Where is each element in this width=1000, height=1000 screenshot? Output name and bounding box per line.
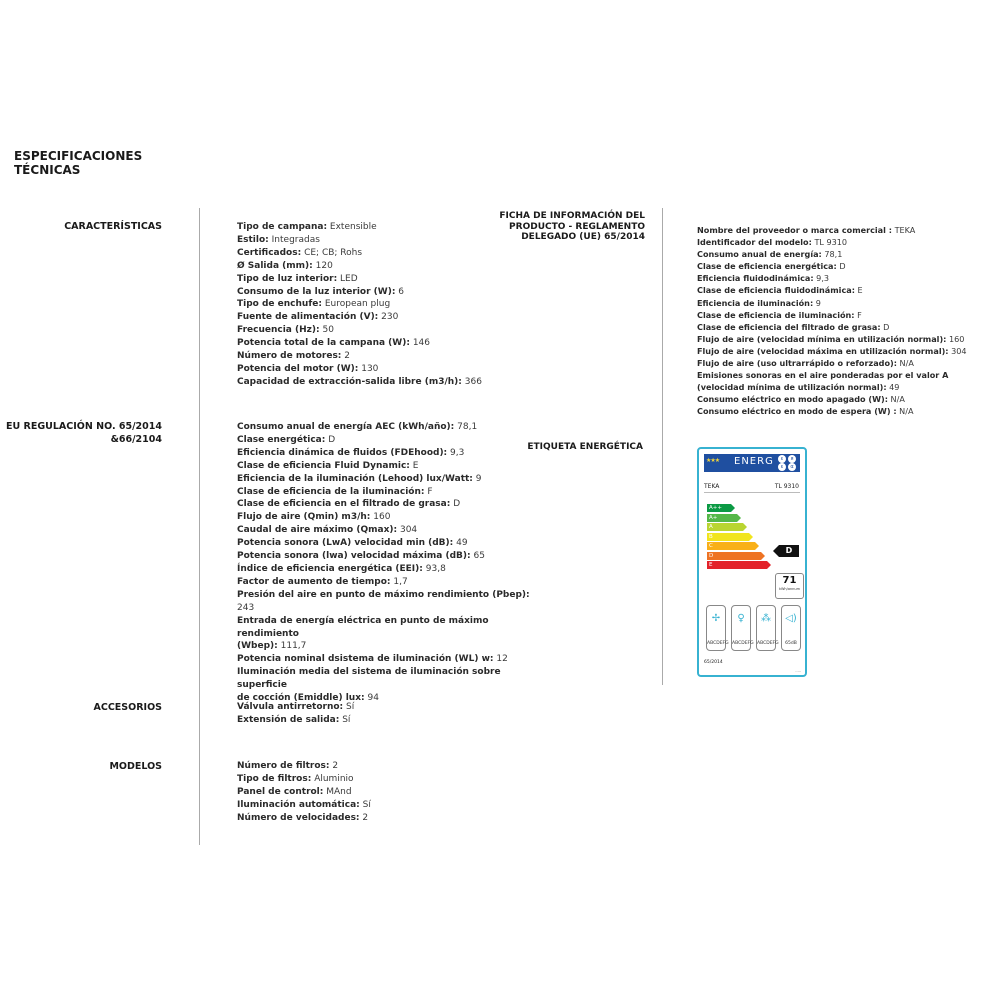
spec-value: N/A [899, 358, 914, 369]
spec-key: de cocción (Emiddle) lux: [237, 693, 365, 704]
spec-value: D [883, 321, 890, 332]
page-title [14, 149, 142, 177]
spec-key: Potencia nominal dsistema de iluminación (WL) w: [237, 654, 494, 665]
spec-key: Certificados: [237, 247, 302, 258]
energy-class-label: A++ [709, 505, 722, 511]
spec-value: Sí [346, 702, 355, 712]
energy-class-bar [707, 504, 731, 512]
spec-key: Identificador del modelo: [697, 237, 812, 248]
spec-key: Potencia sonora (LwA) velocidad min (dB): [237, 538, 454, 549]
spec-value: 160 [373, 512, 391, 523]
spec-key: Capacidad de extracción-salida libre (m3/h): [237, 376, 462, 387]
spec-key: Índice de eficiencia energética (EEI): [237, 563, 423, 574]
language-icon: ε [778, 455, 786, 463]
spec-value: 9 [815, 297, 821, 308]
spec-row [237, 615, 547, 641]
spec-key: (velocidad mínima de utilización normal): [697, 382, 887, 393]
section-label-eu-regulacion [0, 420, 162, 446]
energy-class-label: A [709, 524, 713, 530]
spec-row [237, 589, 547, 615]
energy-label-model: TL 9310 [774, 483, 799, 490]
spec-value: 111,7 [280, 641, 307, 652]
spec-key: Flujo de aire (uso ultrarrápido o reforzado): [697, 358, 897, 369]
spec-key: Consumo eléctrico en modo de espera (W) : [697, 406, 897, 417]
spec-row [237, 714, 537, 727]
spec-row [697, 393, 992, 405]
spec-key: Flujo de aire (Qmin) m3/h: [237, 512, 371, 523]
spec-row [697, 357, 992, 369]
spec-value: 78,1 [824, 249, 843, 260]
spec-row [237, 337, 537, 350]
spec-row [237, 273, 537, 286]
spec-value: 9 [475, 473, 482, 484]
energy-class-label: D [709, 552, 714, 559]
energy-label-code: ····· [795, 670, 801, 674]
spec-key: Ø Salida (mm): [237, 260, 313, 271]
icon-class-text: ABCDEFG [732, 641, 754, 646]
lamp-icon [731, 605, 754, 651]
spec-row [237, 537, 547, 550]
spec-value: 230 [381, 312, 399, 323]
energy-label-brand: TEKA [704, 483, 720, 490]
spec-row [697, 405, 992, 417]
spec-key: Flujo de aire (velocidad máxima en utilización normal): [697, 345, 949, 356]
spec-value: Sí [362, 799, 371, 810]
spec-row [697, 297, 992, 309]
spec-value: 78,1 [457, 422, 478, 432]
spec-key: (Wbep): [237, 641, 278, 652]
spec-key: Clase de eficiencia energética: [697, 261, 837, 272]
spec-row [237, 786, 537, 799]
spec-value: 9,3 [450, 447, 465, 458]
spec-row [237, 812, 537, 825]
spec-row [237, 550, 547, 563]
spec-value: 243 [237, 602, 255, 613]
energy-header-text: ENERG [734, 456, 774, 467]
energy-class-label: A+ [709, 514, 718, 521]
spec-value: D [328, 434, 336, 445]
section-label-modelos [0, 760, 162, 773]
spec-key: Consumo anual de energía AEC (kWh/año): [237, 422, 455, 432]
energy-class-bar [707, 523, 743, 531]
spec-value: 304 [399, 525, 418, 536]
icon-class-text: 65dB [785, 641, 797, 646]
divider-right [662, 208, 663, 685]
spec-key: Potencia del motor (W): [237, 363, 359, 374]
spec-value: 120 [315, 260, 333, 271]
energy-class-bar [707, 533, 749, 541]
energy-class-label: C [709, 543, 713, 549]
spec-row [697, 284, 992, 296]
spec-row [697, 272, 992, 284]
spec-key: Eficiencia de iluminación: [697, 297, 814, 308]
spec-key: Factor de aumento de tiempo: [237, 576, 391, 587]
spec-key: Flujo de aire (velocidad mínima en utilización normal): [697, 333, 947, 344]
spec-key: Número de velocidades: [237, 812, 360, 823]
spec-value: N/A [890, 394, 905, 405]
spec-row [237, 653, 547, 666]
spec-key: Tipo de enchufe: [237, 299, 322, 310]
energy-label-regulation: 65/2014 [704, 660, 723, 665]
spec-key: Consumo eléctrico en modo apagado (W): [697, 394, 888, 405]
spec-value: Sí [342, 714, 351, 725]
spec-row [237, 576, 547, 589]
spec-key: Eficiencia fluidodinámica: [697, 273, 814, 284]
spec-row [237, 376, 537, 389]
icon-symbol: ◁) [785, 613, 797, 624]
spec-value: 130 [361, 363, 379, 374]
spec-row [237, 498, 547, 511]
spec-row [237, 286, 537, 299]
spec-value: 9,3 [816, 273, 830, 284]
icon-class-text: ABCDEFG [707, 641, 729, 646]
energy-header [728, 454, 800, 472]
spec-key: Eficiencia dinámica de fluidos (FDEhood): [237, 447, 448, 458]
energy-class-bar [707, 561, 767, 569]
spec-value: 50 [322, 325, 334, 336]
energy-class-bar [707, 552, 761, 560]
spec-value: 49 [889, 382, 900, 393]
page-title-line-1: ESPECIFICACIONES [14, 149, 143, 163]
spec-value: 2 [332, 761, 339, 771]
icon-symbol: ♀ [737, 613, 745, 624]
spec-row [237, 247, 537, 260]
spec-value: 146 [412, 338, 431, 349]
spec-row [237, 524, 547, 537]
spec-value: 93,8 [425, 563, 446, 574]
spec-key: Clase de eficiencia en el filtrado de grasa: [237, 499, 451, 510]
spec-value: Aluminio [314, 773, 354, 784]
spec-value: 366 [464, 376, 482, 387]
section-rows-caracteristicas [237, 221, 537, 389]
page-title-line-2: TÉCNICAS [14, 163, 81, 177]
section-label-text: ACCESORIOS [93, 702, 162, 713]
spec-row [237, 640, 547, 653]
spec-row [697, 224, 992, 236]
spec-value: TEKA [894, 225, 916, 235]
spec-row [697, 260, 992, 272]
spec-row [237, 260, 537, 273]
spec-key: Presión del aire en punto de máximo rendimiento (Pbep): [237, 589, 530, 600]
annual-consumption-box [775, 573, 804, 599]
spec-key: Eficiencia de la iluminación (Lehood) lux/Watt: [237, 473, 473, 484]
spec-key: Número de filtros: [237, 761, 330, 771]
spec-key: Frecuencia (Hz): [237, 325, 320, 336]
spec-row [237, 760, 537, 773]
language-icon: α [788, 463, 796, 471]
spec-key: Tipo de campana: [237, 222, 328, 232]
energy-class-bar [707, 514, 737, 522]
spec-row [237, 511, 547, 524]
section-label-accesorios [0, 701, 162, 714]
section-rows-modelos [237, 760, 537, 825]
spec-value: 2 [344, 351, 351, 362]
section-label-caracteristicas [0, 220, 162, 233]
spec-key: Estilo: [237, 234, 269, 245]
energy-class-label: B [709, 533, 713, 540]
spec-value: 1,7 [393, 576, 408, 587]
spec-value: 94 [367, 693, 379, 704]
spec-value: N/A [899, 406, 914, 417]
icon-symbol: ✢ [711, 613, 721, 624]
spec-key: Caudal de aire máximo (Qmax): [237, 525, 398, 536]
spec-row [237, 324, 537, 337]
spec-row [697, 369, 992, 381]
spec-row [237, 701, 537, 714]
annual-consumption-unit: kWh/annum [778, 587, 801, 591]
spec-row [237, 350, 537, 363]
spec-row [237, 773, 537, 786]
language-icon: ε [778, 463, 786, 471]
spec-row [697, 236, 992, 248]
divider-left [199, 208, 200, 845]
spec-value: TL 9310 [814, 237, 848, 248]
spec-value: F [427, 486, 433, 497]
spec-value: MAnd [326, 786, 352, 797]
section-rows-eu-regulacion [237, 421, 547, 705]
spec-row [237, 486, 547, 499]
spec-value: E [412, 460, 419, 471]
section-label-text: &66/2104 [110, 434, 162, 445]
spec-key: Extensión de salida: [237, 714, 340, 725]
icon-symbol: ⁂ [761, 613, 771, 624]
section-label-text: MODELOS [109, 761, 162, 772]
spec-key: Tipo de luz interior: [237, 273, 338, 284]
sound-icon [781, 605, 801, 651]
spec-value: D [839, 261, 846, 272]
icon-class-text: ABCDEFG [757, 641, 779, 646]
spec-key: Número de motores: [237, 351, 342, 362]
spec-row [697, 248, 992, 260]
spec-row [237, 298, 537, 311]
spec-value: 160 [948, 333, 965, 344]
spec-value: E [857, 285, 863, 296]
spec-value: 65 [473, 551, 485, 562]
spec-key: Clase de eficiencia de iluminación: [697, 309, 855, 320]
spec-key: Potencia sonora (lwa) velocidad máxima (dB): [237, 551, 471, 562]
spec-key: Consumo anual de energía: [697, 249, 822, 260]
spec-row [237, 421, 547, 434]
section-label-text: FICHA DE INFORMACIÓN DEL [499, 211, 645, 221]
rated-class-arrow: D [779, 545, 799, 557]
grease-filter-icon [756, 605, 779, 651]
spec-row [697, 381, 992, 393]
spec-key: Clase de eficiencia Fluid Dynamic: [237, 460, 410, 471]
spec-value: Integradas [271, 234, 320, 245]
spec-key: Clase de eficiencia de la iluminación: [237, 486, 425, 497]
spec-key: Panel de control: [237, 786, 324, 797]
ficha-rows [697, 224, 992, 418]
section-label-text: DELEGADO (UE) 65/2014 [521, 232, 645, 242]
section-label-etiqueta: ETIQUETA ENERGÉTICA [527, 442, 643, 452]
spec-value: F [857, 309, 862, 320]
energy-class-bar [707, 542, 755, 550]
spec-key: Entrada de energía eléctrica en punto de máximo rendimiento [237, 615, 489, 639]
spec-value: European plug [324, 299, 391, 310]
section-label-ficha [470, 211, 645, 243]
spec-key: Iluminación automática: [237, 799, 360, 810]
spec-value: 6 [398, 286, 405, 297]
spec-key: Clase de eficiencia del filtrado de grasa: [697, 321, 881, 332]
energy-class-label: E [709, 562, 713, 568]
fan-icon [706, 605, 729, 651]
spec-key: Clase energética: [237, 434, 326, 445]
section-label-text: CARACTERÍSTICAS [64, 221, 162, 232]
spec-key: Nombre del proveedor o marca comercial : [697, 225, 892, 235]
spec-value: 12 [496, 654, 508, 665]
spec-row [697, 345, 992, 357]
spec-value: 304 [951, 345, 967, 356]
spec-row [697, 321, 992, 333]
spec-value: D [453, 499, 461, 510]
spec-value: LED [340, 273, 358, 284]
spec-key: Válvula antirretorno: [237, 702, 344, 712]
spec-row [237, 799, 537, 812]
spec-key: Potencia total de la campana (W): [237, 338, 410, 349]
spec-value: CE; CB; Rohs [304, 247, 363, 258]
annual-consumption-value: 71 [782, 575, 797, 586]
spec-row [237, 473, 547, 486]
spec-row [697, 309, 992, 321]
spec-key: Consumo de la luz interior (W): [237, 286, 396, 297]
spec-value: 2 [362, 812, 369, 823]
spec-key: Clase de eficiencia fluidodinámica: [697, 285, 855, 296]
spec-row [697, 333, 992, 345]
spec-row [237, 363, 537, 376]
divider [704, 492, 800, 493]
spec-value: Extensible [329, 222, 377, 232]
eu-flag-icon [704, 454, 728, 472]
spec-key: Fuente de alimentación (V): [237, 312, 379, 323]
section-rows-accesorios [237, 701, 537, 727]
spec-row [237, 666, 547, 692]
spec-key: Emisiones sonoras en el aire ponderadas por el valor A [697, 370, 949, 381]
language-icon: я [788, 455, 796, 463]
spec-row [237, 460, 547, 473]
section-label-text: PRODUCTO - REGLAMENTO [509, 221, 645, 232]
section-label-text: EU REGULACIÓN NO. 65/2014 [6, 421, 162, 432]
energy-label [697, 447, 807, 677]
spec-key: Iluminación media del sistema de iluminación sobre superficie [237, 667, 501, 691]
spec-value: 49 [456, 538, 468, 549]
spec-row [237, 563, 547, 576]
spec-row [237, 311, 537, 324]
spec-key: Tipo de filtros: [237, 773, 312, 784]
